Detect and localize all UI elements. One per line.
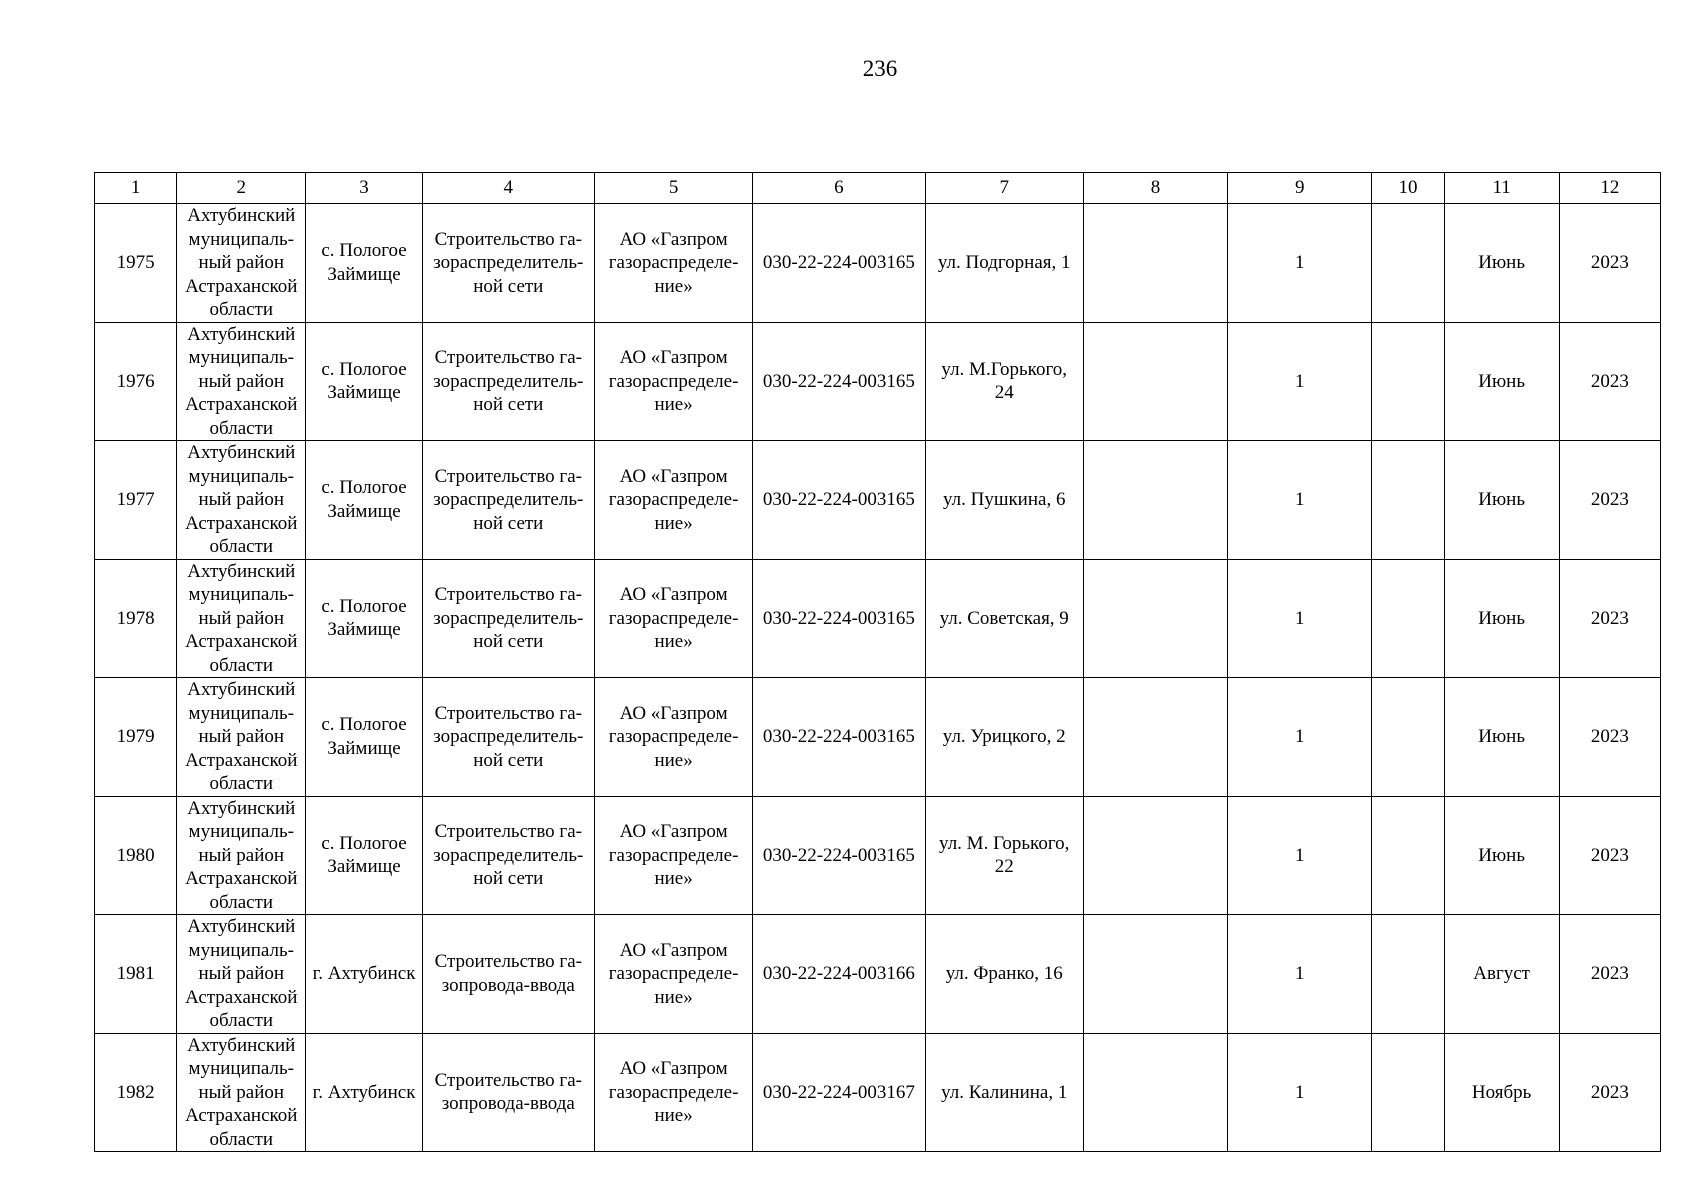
cell-line: муниципаль- bbox=[188, 939, 294, 961]
cell-line: Ахтубинский bbox=[187, 323, 296, 345]
column-header-8: 8 bbox=[1083, 173, 1227, 204]
settlement-cell bbox=[306, 322, 422, 441]
district-cell bbox=[177, 915, 306, 1034]
column-8-cell bbox=[1083, 1033, 1227, 1152]
cell-line: Займище bbox=[327, 263, 401, 285]
cell-line: газораспределе- bbox=[608, 370, 739, 392]
column-10-cell bbox=[1372, 204, 1444, 323]
cell-line: области bbox=[209, 891, 274, 913]
row-number-cell: 1981 bbox=[95, 915, 177, 1034]
object-code-cell: 030-22-224-003166 bbox=[753, 915, 925, 1034]
cell-line: Строительство га- bbox=[434, 1069, 582, 1091]
cell-line: Астраханской bbox=[185, 749, 298, 771]
cell-line: ной сети bbox=[473, 394, 544, 415]
cell-line: Займище bbox=[327, 619, 401, 641]
year-cell: 2023 bbox=[1559, 915, 1660, 1034]
month-cell: Июнь bbox=[1444, 441, 1559, 560]
cell-line: АО «Газпром bbox=[619, 821, 728, 842]
cell-line: Ахтубинский bbox=[187, 916, 296, 937]
cell-line: 24 bbox=[994, 382, 1014, 404]
year-cell: 2023 bbox=[1559, 559, 1660, 678]
cell-line: Займище bbox=[327, 500, 401, 522]
cell-line: Астраханской bbox=[185, 275, 298, 297]
object-code-cell: 030-22-224-003165 bbox=[753, 441, 925, 560]
cell-line: г. Ахтубинск bbox=[312, 963, 416, 984]
cell-line: ние» bbox=[654, 986, 693, 1008]
column-header-2: 2 bbox=[177, 173, 306, 204]
cell-line: зораспределитель- bbox=[433, 844, 584, 866]
cell-line: зопровода-ввода bbox=[441, 1093, 575, 1115]
cell-line: ный район bbox=[198, 1081, 285, 1103]
month-cell: Июнь bbox=[1444, 796, 1559, 915]
column-header-6: 6 bbox=[753, 173, 925, 204]
cell-line: АО «Газпром bbox=[619, 584, 728, 605]
cell-line: газораспределе- bbox=[608, 489, 739, 510]
cell-line: ный район bbox=[198, 726, 285, 747]
cell-line: области bbox=[209, 654, 274, 676]
work-type-cell bbox=[422, 1033, 594, 1152]
cell-line: с. Пологое bbox=[321, 358, 407, 380]
column-8-cell bbox=[1083, 441, 1227, 560]
row-number-cell: 1979 bbox=[95, 678, 177, 797]
address-cell bbox=[925, 559, 1083, 678]
cell-line: Займище bbox=[327, 382, 401, 404]
row-number-cell: 1976 bbox=[95, 322, 177, 441]
cell-line: 22 bbox=[994, 856, 1014, 878]
month-cell: Июнь bbox=[1444, 204, 1559, 323]
object-code-cell: 030-22-224-003165 bbox=[753, 796, 925, 915]
cell-line: ный район bbox=[198, 963, 285, 984]
column-header-4: 4 bbox=[422, 173, 594, 204]
row-number-cell: 1982 bbox=[95, 1033, 177, 1152]
quantity-cell: 1 bbox=[1228, 796, 1372, 915]
cell-line: ный район bbox=[198, 489, 285, 510]
organization-cell bbox=[594, 559, 752, 678]
cell-line: Строительство га- bbox=[434, 347, 582, 368]
year-cell: 2023 bbox=[1559, 1033, 1660, 1152]
work-type-cell bbox=[422, 915, 594, 1034]
work-type-cell bbox=[422, 441, 594, 560]
object-code-cell: 030-22-224-003167 bbox=[753, 1033, 925, 1152]
settlement-cell bbox=[306, 796, 422, 915]
address-cell bbox=[925, 204, 1083, 323]
column-10-cell bbox=[1372, 796, 1444, 915]
cell-line: Строительство га- bbox=[434, 228, 582, 250]
column-8-cell bbox=[1083, 204, 1227, 323]
work-type-cell bbox=[422, 559, 594, 678]
month-cell: Июнь bbox=[1444, 322, 1559, 441]
cell-line: зораспределитель- bbox=[433, 370, 584, 392]
cell-line: ул. Франко, 16 bbox=[945, 963, 1063, 984]
cell-line: зораспределитель- bbox=[433, 489, 584, 510]
month-cell: Ноябрь bbox=[1444, 1033, 1559, 1152]
address-cell bbox=[925, 796, 1083, 915]
work-type-cell bbox=[422, 322, 594, 441]
organization-cell bbox=[594, 678, 752, 797]
cell-line: Строительство га- bbox=[434, 465, 582, 487]
row-number-cell: 1980 bbox=[95, 796, 177, 915]
cell-line: газораспределе- bbox=[608, 1081, 739, 1103]
cell-line: ние» bbox=[654, 512, 693, 534]
cell-line: ной сети bbox=[473, 631, 544, 652]
cell-line: ул. Советская, 9 bbox=[939, 607, 1069, 629]
cell-line: Астраханской bbox=[185, 631, 298, 652]
cell-line: Ахтубинский bbox=[187, 205, 296, 226]
cell-line: АО «Газпром bbox=[619, 347, 728, 368]
address-cell bbox=[925, 678, 1083, 797]
cell-line: АО «Газпром bbox=[619, 228, 728, 250]
work-type-cell bbox=[422, 204, 594, 323]
cell-line: Ахтубинский bbox=[187, 560, 296, 582]
cell-line: Астраханской bbox=[185, 394, 298, 415]
quantity-cell: 1 bbox=[1228, 1033, 1372, 1152]
cell-line: ной сети bbox=[473, 275, 544, 297]
cell-line: муниципаль- bbox=[188, 465, 294, 487]
settlement-cell bbox=[306, 559, 422, 678]
cell-line: газораспределе- bbox=[608, 607, 739, 629]
column-header-9: 9 bbox=[1228, 173, 1372, 204]
row-number-cell: 1977 bbox=[95, 441, 177, 560]
month-cell: Август bbox=[1444, 915, 1559, 1034]
cell-line: муниципаль- bbox=[188, 228, 294, 250]
column-10-cell bbox=[1372, 322, 1444, 441]
cell-line: АО «Газпром bbox=[619, 702, 728, 724]
organization-cell bbox=[594, 915, 752, 1034]
settlement-cell bbox=[306, 204, 422, 323]
table-row bbox=[95, 559, 1661, 678]
cell-line: области bbox=[209, 1010, 274, 1031]
column-8-cell bbox=[1083, 915, 1227, 1034]
cell-line: Астраханской bbox=[185, 1105, 298, 1126]
cell-line: газораспределе- bbox=[608, 726, 739, 747]
quantity-cell: 1 bbox=[1228, 204, 1372, 323]
cell-line: ный район bbox=[198, 370, 285, 392]
object-code-cell: 030-22-224-003165 bbox=[753, 204, 925, 323]
cell-line: муниципаль- bbox=[188, 821, 294, 842]
column-header-7: 7 bbox=[925, 173, 1083, 204]
cell-line: муниципаль- bbox=[188, 347, 294, 368]
register-table bbox=[94, 172, 1661, 1152]
cell-line: ние» bbox=[654, 868, 693, 889]
cell-line: области bbox=[209, 299, 274, 320]
address-cell bbox=[925, 322, 1083, 441]
column-header-12: 12 bbox=[1559, 173, 1660, 204]
address-cell bbox=[925, 441, 1083, 560]
cell-line: ние» bbox=[654, 394, 693, 415]
cell-line: ный район bbox=[198, 844, 285, 866]
district-cell bbox=[177, 559, 306, 678]
cell-line: ние» bbox=[654, 631, 693, 652]
year-cell: 2023 bbox=[1559, 796, 1660, 915]
cell-line: ул. Урицкого, 2 bbox=[942, 726, 1066, 747]
organization-cell bbox=[594, 204, 752, 323]
year-cell: 2023 bbox=[1559, 441, 1660, 560]
settlement-cell bbox=[306, 441, 422, 560]
cell-line: Займище bbox=[327, 856, 401, 878]
cell-line: газораспределе- bbox=[608, 963, 739, 984]
table-row bbox=[95, 1033, 1661, 1152]
district-cell bbox=[177, 1033, 306, 1152]
column-header-10: 10 bbox=[1372, 173, 1444, 204]
settlement-cell bbox=[306, 915, 422, 1034]
work-type-cell bbox=[422, 678, 594, 797]
cell-line: ной сети bbox=[473, 512, 544, 534]
district-cell bbox=[177, 678, 306, 797]
cell-line: ул. М. Горького, bbox=[939, 832, 1070, 854]
cell-line: Астраханской bbox=[185, 986, 298, 1008]
cell-line: Займище bbox=[327, 737, 401, 759]
cell-line: ной сети bbox=[473, 749, 544, 771]
row-number-cell: 1978 bbox=[95, 559, 177, 678]
table-row bbox=[95, 796, 1661, 915]
column-header-1: 1 bbox=[95, 173, 177, 204]
cell-line: Строительство га- bbox=[434, 821, 582, 842]
table-row bbox=[95, 678, 1661, 797]
column-8-cell bbox=[1083, 796, 1227, 915]
month-cell: Июнь bbox=[1444, 559, 1559, 678]
cell-line: ул. Пушкина, 6 bbox=[942, 489, 1066, 510]
cell-line: АО «Газпром bbox=[619, 465, 728, 487]
row-number-cell: 1975 bbox=[95, 204, 177, 323]
cell-line: с. Пологое bbox=[321, 477, 407, 499]
cell-line: ние» bbox=[654, 275, 693, 297]
address-cell bbox=[925, 915, 1083, 1034]
cell-line: области bbox=[209, 773, 274, 794]
header-row bbox=[95, 173, 1661, 204]
cell-line: области bbox=[209, 536, 274, 557]
quantity-cell: 1 bbox=[1228, 322, 1372, 441]
column-header-3: 3 bbox=[306, 173, 422, 204]
cell-line: газораспределе- bbox=[608, 844, 739, 866]
cell-line: Строительство га- bbox=[434, 584, 582, 605]
organization-cell bbox=[594, 441, 752, 560]
quantity-cell: 1 bbox=[1228, 559, 1372, 678]
column-10-cell bbox=[1372, 678, 1444, 797]
cell-line: с. Пологое bbox=[321, 714, 407, 736]
cell-line: АО «Газпром bbox=[619, 1058, 728, 1079]
quantity-cell: 1 bbox=[1228, 441, 1372, 560]
cell-line: ный район bbox=[198, 607, 285, 629]
district-cell bbox=[177, 796, 306, 915]
address-cell bbox=[925, 1033, 1083, 1152]
column-10-cell bbox=[1372, 1033, 1444, 1152]
table-row bbox=[95, 322, 1661, 441]
organization-cell bbox=[594, 1033, 752, 1152]
cell-line: Ахтубинский bbox=[187, 442, 296, 463]
object-code-cell: 030-22-224-003165 bbox=[753, 678, 925, 797]
cell-line: ной сети bbox=[473, 868, 544, 889]
cell-line: муниципаль- bbox=[188, 584, 294, 605]
cell-line: газораспределе- bbox=[608, 252, 739, 273]
table-header bbox=[95, 173, 1661, 204]
column-8-cell bbox=[1083, 678, 1227, 797]
cell-line: с. Пологое bbox=[321, 832, 407, 854]
settlement-cell bbox=[306, 1033, 422, 1152]
cell-line: Строительство га- bbox=[434, 702, 582, 724]
cell-line: зопровода-ввода bbox=[441, 974, 575, 996]
cell-line: области bbox=[209, 1128, 274, 1150]
column-header-5: 5 bbox=[594, 173, 752, 204]
column-10-cell bbox=[1372, 915, 1444, 1034]
quantity-cell: 1 bbox=[1228, 915, 1372, 1034]
work-type-cell bbox=[422, 796, 594, 915]
year-cell: 2023 bbox=[1559, 678, 1660, 797]
table-row bbox=[95, 204, 1661, 323]
table-row bbox=[95, 915, 1661, 1034]
column-8-cell bbox=[1083, 559, 1227, 678]
column-10-cell bbox=[1372, 559, 1444, 678]
cell-line: зораспределитель- bbox=[433, 607, 584, 629]
cell-line: зораспределитель- bbox=[433, 726, 584, 747]
cell-line: ный район bbox=[198, 252, 285, 273]
organization-cell bbox=[594, 322, 752, 441]
cell-line: зораспределитель- bbox=[433, 252, 584, 273]
cell-line: Астраханской bbox=[185, 512, 298, 534]
cell-line: Ахтубинский bbox=[187, 1034, 296, 1056]
cell-line: ул. Подгорная, 1 bbox=[937, 252, 1071, 273]
cell-line: муниципаль- bbox=[188, 1058, 294, 1079]
cell-line: области bbox=[209, 417, 274, 439]
column-10-cell bbox=[1372, 441, 1444, 560]
district-cell bbox=[177, 441, 306, 560]
cell-line: Строительство га- bbox=[434, 951, 582, 973]
page-number: 236 bbox=[862, 56, 898, 81]
cell-line: г. Ахтубинск bbox=[312, 1081, 416, 1103]
cell-line: муниципаль- bbox=[188, 702, 294, 724]
object-code-cell: 030-22-224-003165 bbox=[753, 322, 925, 441]
cell-line: с. Пологое bbox=[321, 240, 407, 262]
cell-line: с. Пологое bbox=[321, 595, 407, 617]
year-cell: 2023 bbox=[1559, 322, 1660, 441]
cell-line: Астраханской bbox=[185, 868, 298, 889]
cell-line: АО «Газпром bbox=[619, 939, 728, 961]
column-8-cell bbox=[1083, 322, 1227, 441]
quantity-cell: 1 bbox=[1228, 678, 1372, 797]
cell-line: ул. Калинина, 1 bbox=[941, 1081, 1068, 1103]
district-cell bbox=[177, 204, 306, 323]
cell-line: Ахтубинский bbox=[187, 797, 296, 819]
table-body bbox=[95, 204, 1661, 1152]
organization-cell bbox=[594, 796, 752, 915]
object-code-cell: 030-22-224-003165 bbox=[753, 559, 925, 678]
cell-line: ул. М.Горького, bbox=[941, 358, 1068, 380]
year-cell: 2023 bbox=[1559, 204, 1660, 323]
month-cell: Июнь bbox=[1444, 678, 1559, 797]
settlement-cell bbox=[306, 678, 422, 797]
column-header-11: 11 bbox=[1444, 173, 1559, 204]
cell-line: ние» bbox=[654, 1105, 693, 1126]
cell-line: ние» bbox=[654, 749, 693, 771]
table-row bbox=[95, 441, 1661, 560]
district-cell bbox=[177, 322, 306, 441]
cell-line: Ахтубинский bbox=[187, 679, 296, 700]
